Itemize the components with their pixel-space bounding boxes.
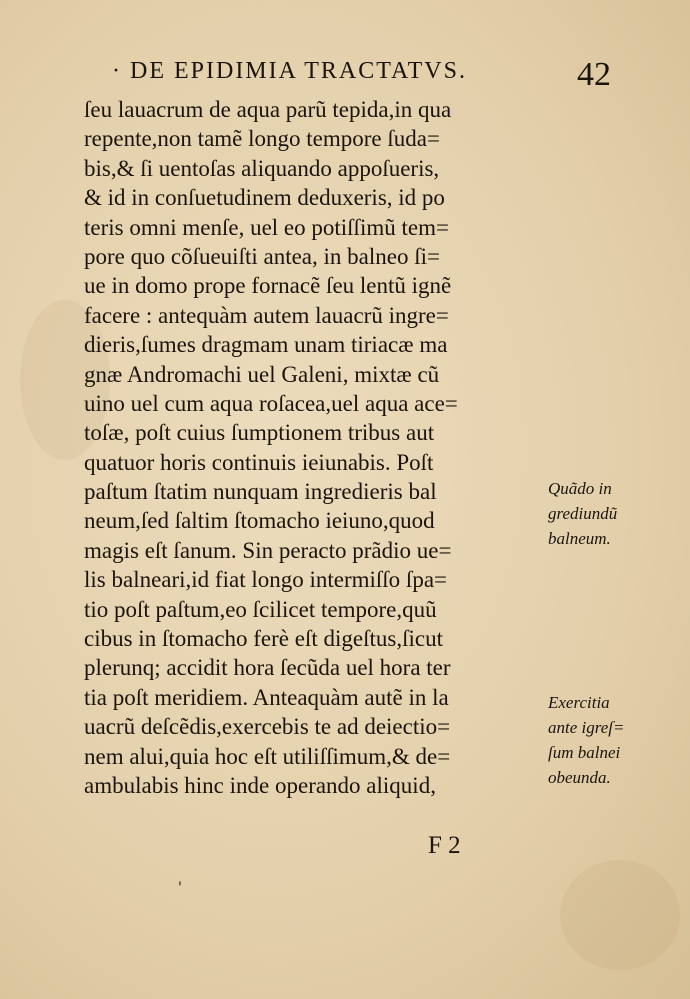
body-text <box>84 95 546 800</box>
text-line: plerunq; accidit hora ſecũda uel hora ter <box>84 655 451 681</box>
text-line: paſtum ſtatim nunquam ingredieris bal <box>84 479 437 505</box>
margin-note-line: obeunda. <box>548 768 611 787</box>
margin-note-line: Quãdo in <box>548 479 612 498</box>
margin-note-line: Exercitia <box>548 693 610 712</box>
signature-mark: F 2 <box>428 832 461 859</box>
text-line: facere : antequàm autem lauacrũ ingre= <box>84 302 449 328</box>
text-line: teris omni menſe, uel eo potiſſimũ tem= <box>84 214 449 240</box>
text-line: nem alui,quia hoc eſt utiliſſimum,& de= <box>84 743 451 769</box>
running-title: · DE EPIDIMIA TRACTATVS. <box>112 58 467 84</box>
text-line: uino uel cum aqua roſacea,uel aqua ace= <box>84 390 458 416</box>
text-line: gnæ Andromachi uel Galeni, mixtæ cũ <box>84 361 440 387</box>
margin-note-exercise <box>548 690 658 790</box>
text-line: dieris,ſumes dragmam unam tiriacæ ma <box>84 332 448 358</box>
margin-note-line: balneum. <box>548 529 611 548</box>
text-line: toſæ, poſt cuius ſumptionem tribus aut <box>84 420 435 446</box>
margin-note-bathing <box>548 476 658 551</box>
margin-note-line: ſum balnei <box>548 743 621 762</box>
text-line: neum,ſed ſaltim ſtomacho ieiuno,quod <box>84 508 435 534</box>
stray-ink-mark: ' <box>178 880 182 896</box>
text-line: quatuor horis continuis ieiunabis. Poſt <box>84 449 434 475</box>
text-line: tia poſt meridiem. Anteaquàm autẽ in la <box>84 684 449 710</box>
margin-note-line: ante igreſ= <box>548 718 625 737</box>
text-line: bis,& ſi uentoſas aliquando appoſueris, <box>84 155 440 181</box>
text-line: ſeu lauacrum de aqua parũ tepida,in qua <box>84 97 452 122</box>
text-line: uacrũ deſcẽdis,exercebis te ad deiectio= <box>84 714 451 740</box>
text-line: cibus in ſtomacho ferè eſt digeſtus,ſicut <box>84 626 443 652</box>
paper-stain <box>560 860 680 970</box>
margin-note-line: grediundũ <box>548 504 618 523</box>
text-line: ambulabis hinc inde operando aliquid, <box>84 772 436 798</box>
text-line: ue in domo prope fornacẽ ſeu lentũ ignẽ <box>84 273 452 299</box>
text-line: pore quo cõſueuiſti antea, in balneo ſi= <box>84 243 440 269</box>
text-line: magis eſt ſanum. Sin peracto prãdio ue= <box>84 537 452 563</box>
folio-number: 42 <box>577 56 611 93</box>
text-line: repente,non tamẽ longo tempore ſuda= <box>84 126 440 152</box>
text-line: tio poſt paſtum,eo ſcilicet tempore,quũ <box>84 596 437 622</box>
text-line: lis balneari,id fiat longo intermiſſo ſpa= <box>84 567 448 593</box>
text-line: & id in conſuetudinem deduxeris, id po <box>84 185 445 211</box>
